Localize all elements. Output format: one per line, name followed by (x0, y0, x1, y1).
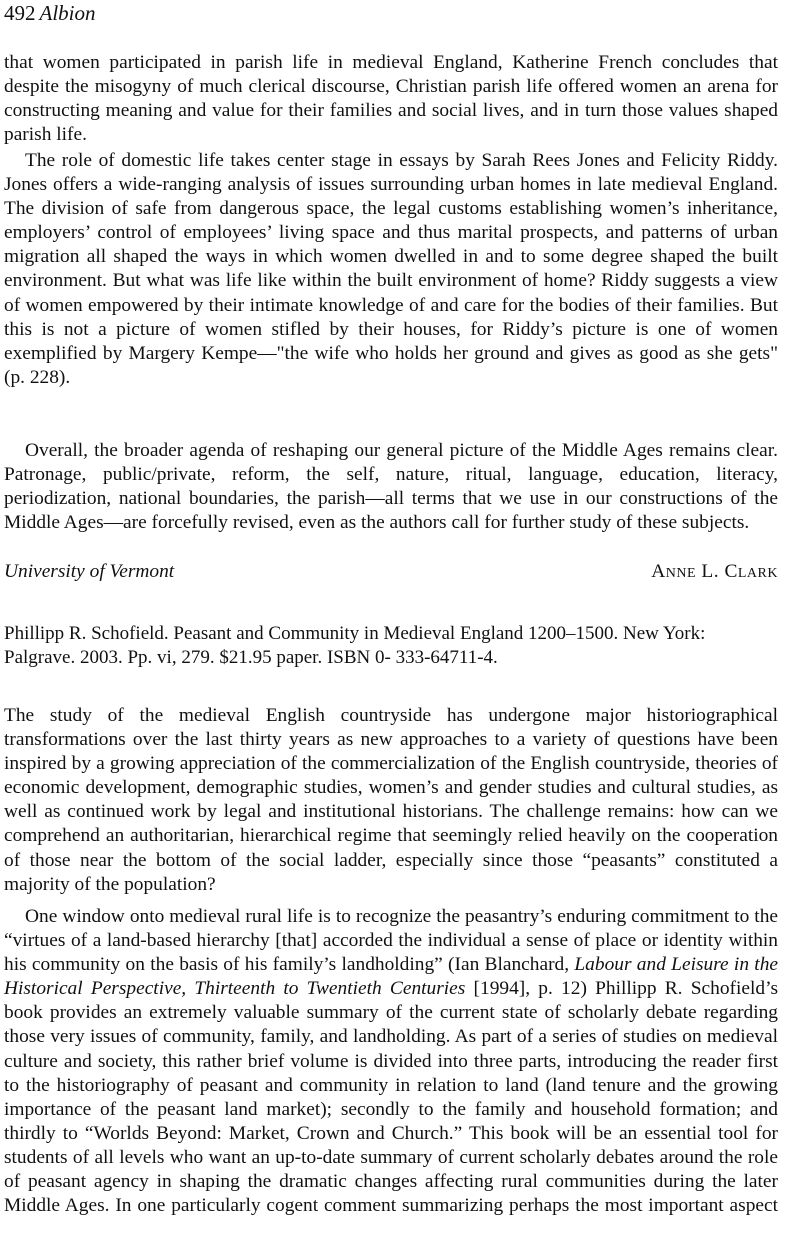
paragraph-text-end: [1994], p. 12) Phillipp R. Schofield’s book provides an extremely valuable summary of the current state of scholarly debate regarding those very issues of community, family, and landholding. As part of a series of studies on medieval culture and society, this rather brief volume is divided into three parts, introducing the reader first to the historiography of peasant and community in relation to land (land tenure and the growing importance of the peasant land market); secondly to the family and household formation; and thirdly to “Worlds Beyond: Market, Crown and Church.” This book will be an essential tool for students of all levels who want an up-to-date summary of current scholarly debates around the role of peasant agency in shaping the dramatic changes affecting rural communities during the later Middle Ages. In one particularly cogent comment summarizing perhaps the most important aspect (4, 978, 778, 1217)
cited-book-title: Labour and Leisure in the Historical Perspective, Thirteenth to Twentieth Centuries (4, 954, 778, 1000)
review2-paragraph-2 (4, 905, 778, 1218)
page-number: 492 (4, 1, 36, 25)
review2-paragraph-1: The study of the medieval English countryside has undergone major historiographical transformations over the last thirty years as new approaches to a variety of questions have been inspired by a growing appreciation of the commercialization of the English countryside, theories of economic development, demographic studies, women’s and gender studies and cultural studies, as well as continued work by legal and institutional historians. The challenge remains: how can we comprehend an authoritarian, hierarchical regime that seemingly relied heavily on the cooperation of those near the bottom of the social ladder, especially since those “peasants” constituted a majority of the population? (4, 705, 778, 895)
reviewer-name: Anne L. Clark (651, 561, 778, 582)
review1-paragraph-2: The role of domestic life takes center stage in essays by Sarah Rees Jones and Felicity Riddy. Jones offers a wide-ranging analysis of issues surrounding urban homes in late medieval England. The division of safe from dangerous space, the legal customs establishing women’s inheritance, employers’ control of employees’ living space and thus marital prospects, and patterns of urban migration all shaped the ways in which women dwelled in and to some degree shaped the built environment. But what was life like within the built environment of home? Riddy suggests a view of women empowered by their intimate knowledge of and care for the bodies of their families. But this is not a picture of women stifled by their houses, for Riddy’s picture is one of women exemplified by Margery Kempe—"the wife who holds her ground and gives as good as she gets" (p. 228). (4, 150, 778, 388)
paragraph-text-start: One window onto medieval rural life is to recognize the peasantry’s enduring commitment to the “virtues of a land-based hierarchy [that] accorded the individual a sense of place or identity within his community on the basis of his family’s landholding” (Ian Blanchard, (4, 906, 778, 976)
review1-paragraph-1: that women participated in parish life in medieval England, Katherine French concludes that despite the misogyny of much clerical discourse, Christian parish life offered women an arena for constructing meaning and value for their families and social lives, and in turn those values shaped parish life. (4, 52, 778, 146)
book-citation: Phillipp R. Schofield. Peasant and Community in Medieval England 1200–1500. New York: Palgrave. 2003. Pp. vi, 279. $21.95 paper. ISBN 0- 333-64711-4. (4, 623, 706, 668)
review-signature (4, 560, 778, 584)
reviewer-affiliation: University of Vermont (4, 561, 175, 582)
review1-paragraph-3: Overall, the broader agenda of reshaping our general picture of the Middle Ages remains clear. Patronage, public/private, reform, the self, nature, ritual, language, education, literacy, periodization, national boundaries, the parish—all terms that we use in our constructions of the Middle Ages—are forcefully revised, even as the authors call for further study of these subjects. (4, 440, 778, 534)
running-head (4, 0, 96, 26)
journal-title: Albion (39, 1, 96, 25)
